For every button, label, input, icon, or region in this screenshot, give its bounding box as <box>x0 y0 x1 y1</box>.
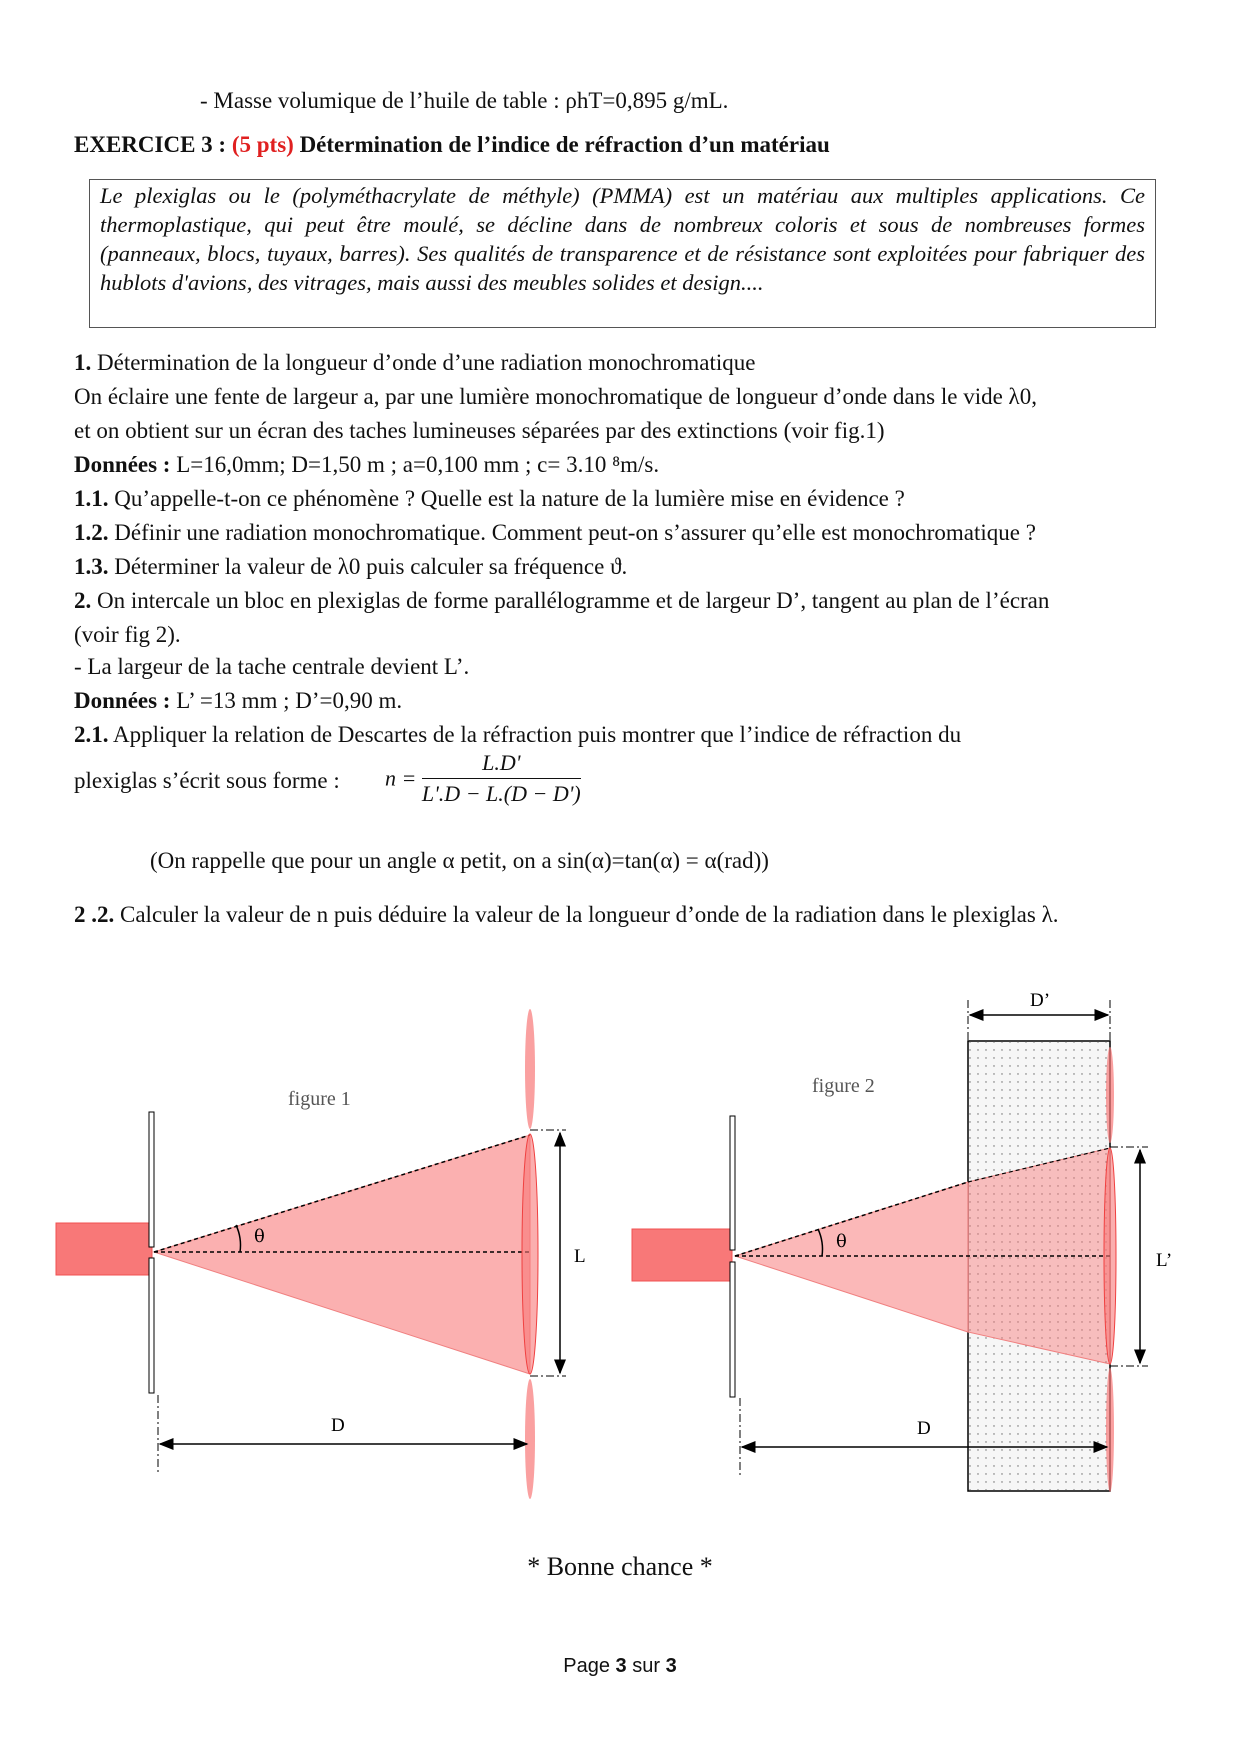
reminder-line: (On rappelle que pour un angle α petit, on a sin(α)=tan(α) = α(rad)) <box>150 848 769 873</box>
question-text: Déterminer la valeur de λ0 puis calculer sa fréquence ϑ. <box>114 554 628 579</box>
formula-numerator: L.D' <box>422 750 581 779</box>
diffraction-figures <box>0 960 1240 1520</box>
total-pages: 3 <box>665 1655 677 1677</box>
D-label: D <box>331 1415 345 1436</box>
current-page: 3 <box>615 1655 627 1677</box>
page-label: Page <box>563 1655 610 1677</box>
formula-denominator: L'.D − L.(D − D') <box>421 781 581 806</box>
light-source <box>632 1229 732 1281</box>
refraction-formula <box>385 750 581 807</box>
question-number: 1. <box>74 350 92 375</box>
exercise-prefix: EXERCICE 3 : <box>74 132 227 157</box>
question-text: Calculer la valeur de n puis déduire la valeur de la longueur d’onde de la radiation dans le plexiglas λ. <box>114 902 1059 927</box>
question-text: Définir une radiation monochromatique. Comment peut-on s’assurer qu’elle est monochromatique ? <box>114 520 1036 545</box>
data-values: L’ =13 mm ; D’=0,90 m. <box>176 688 403 713</box>
central-spot <box>522 1134 538 1374</box>
density-line: - Masse volumique de l’huile de table : ρhT=0,895 g/mL. <box>200 88 729 113</box>
diffraction-cone-air <box>735 1182 968 1332</box>
paragraph-line: (voir fig 2). <box>74 622 181 647</box>
question-number: 2. <box>74 588 92 613</box>
L-label: L <box>574 1246 586 1267</box>
Lprime-label: L’ <box>1156 1250 1173 1271</box>
figure-2 <box>632 990 1172 1492</box>
question-number: 2.1. <box>74 722 109 747</box>
page-number <box>0 1655 1240 1678</box>
central-spot <box>1104 1148 1116 1364</box>
question-1 <box>74 348 756 378</box>
data-label: Données : <box>74 688 171 713</box>
question-number: 1.3. <box>74 554 109 579</box>
secondary-spot <box>525 1379 535 1499</box>
slit-upper <box>149 1112 154 1247</box>
figure-1 <box>56 1009 586 1499</box>
question-number: 1.2. <box>74 520 109 545</box>
question-text: Appliquer la relation de Descartes de la réfraction puis montrer que l’indice de réfraction du <box>108 722 962 747</box>
Dprime-label: D’ <box>1030 990 1051 1011</box>
formula-lhs: n = <box>385 765 417 791</box>
exercise-heading <box>74 130 830 160</box>
figure-1-title: figure 1 <box>288 1088 351 1110</box>
paragraph-line: On éclaire une fente de largeur a, par une lumière monochromatique de longueur d’onde dans le vide λ0, <box>74 384 1037 409</box>
question-2-1 <box>74 720 961 750</box>
question-1-3 <box>74 552 627 582</box>
question-text: On intercale un bloc en plexiglas de forme parallélogramme et de largeur D’, tangent au plan de l’écran <box>97 588 1050 613</box>
page-separator: sur <box>632 1655 661 1677</box>
paragraph-line: plexiglas s’écrit sous forme : <box>74 768 340 793</box>
question-1-2 <box>74 518 1036 548</box>
closing-message: * Bonne chance * <box>527 1552 713 1581</box>
question-2-2 <box>74 900 1059 930</box>
secondary-spot <box>1106 1047 1114 1143</box>
paragraph-line: et on obtient sur un écran des taches lumineuses séparées par des extinctions (voir fig.1) <box>74 418 885 443</box>
figure-2-title: figure 2 <box>812 1075 875 1097</box>
theta-label: θ <box>836 1231 847 1252</box>
exercise-points: (5 pts) <box>231 132 294 157</box>
slit-upper <box>730 1116 735 1250</box>
question-1-1 <box>74 484 905 514</box>
question-text: Qu’appelle-t-on ce phénomène ? Quelle est la nature de la lumière mise en évidence ? <box>114 486 905 511</box>
slit-lower <box>149 1258 154 1393</box>
data-label: Données : <box>74 452 171 477</box>
exercise-title: Détermination de l’indice de réfraction d’un matériau <box>299 132 830 157</box>
paragraph-line: - La largeur de la tache centrale devient L’. <box>74 654 470 679</box>
secondary-spot <box>525 1009 535 1129</box>
question-text: Détermination de la longueur d’onde d’une radiation monochromatique <box>97 350 756 375</box>
secondary-spot <box>1106 1368 1114 1492</box>
data-values: L=16,0mm; D=1,50 m ; a=0,100 mm ; c= 3.10 ⁸m/s. <box>176 452 660 477</box>
data-line-2 <box>74 686 402 716</box>
intro-box: Le plexiglas ou le (polyméthacrylate de méthyle) (PMMA) est un matériau aux multiples applications. Ce thermoplastique, qui peut être moulé, se décline dans de nombreux coloris et sous de nombreuses formes (panneaux, blocs, tuyaux, barres). Ses qualités de transparence et de résistance sont exploitées pour fabriquer des hublots d'avions, des vitrages, mais aussi des meubles solides et design.... <box>89 179 1156 328</box>
question-number: 1.1. <box>74 486 109 511</box>
data-line-1 <box>74 450 659 480</box>
light-source <box>56 1223 152 1275</box>
question-number: 2 .2. <box>74 902 115 927</box>
diffraction-cone <box>154 1135 530 1374</box>
slit-lower <box>730 1262 735 1397</box>
theta-label: θ <box>254 1226 265 1247</box>
question-2 <box>74 586 1049 616</box>
D-label: D <box>917 1418 931 1439</box>
